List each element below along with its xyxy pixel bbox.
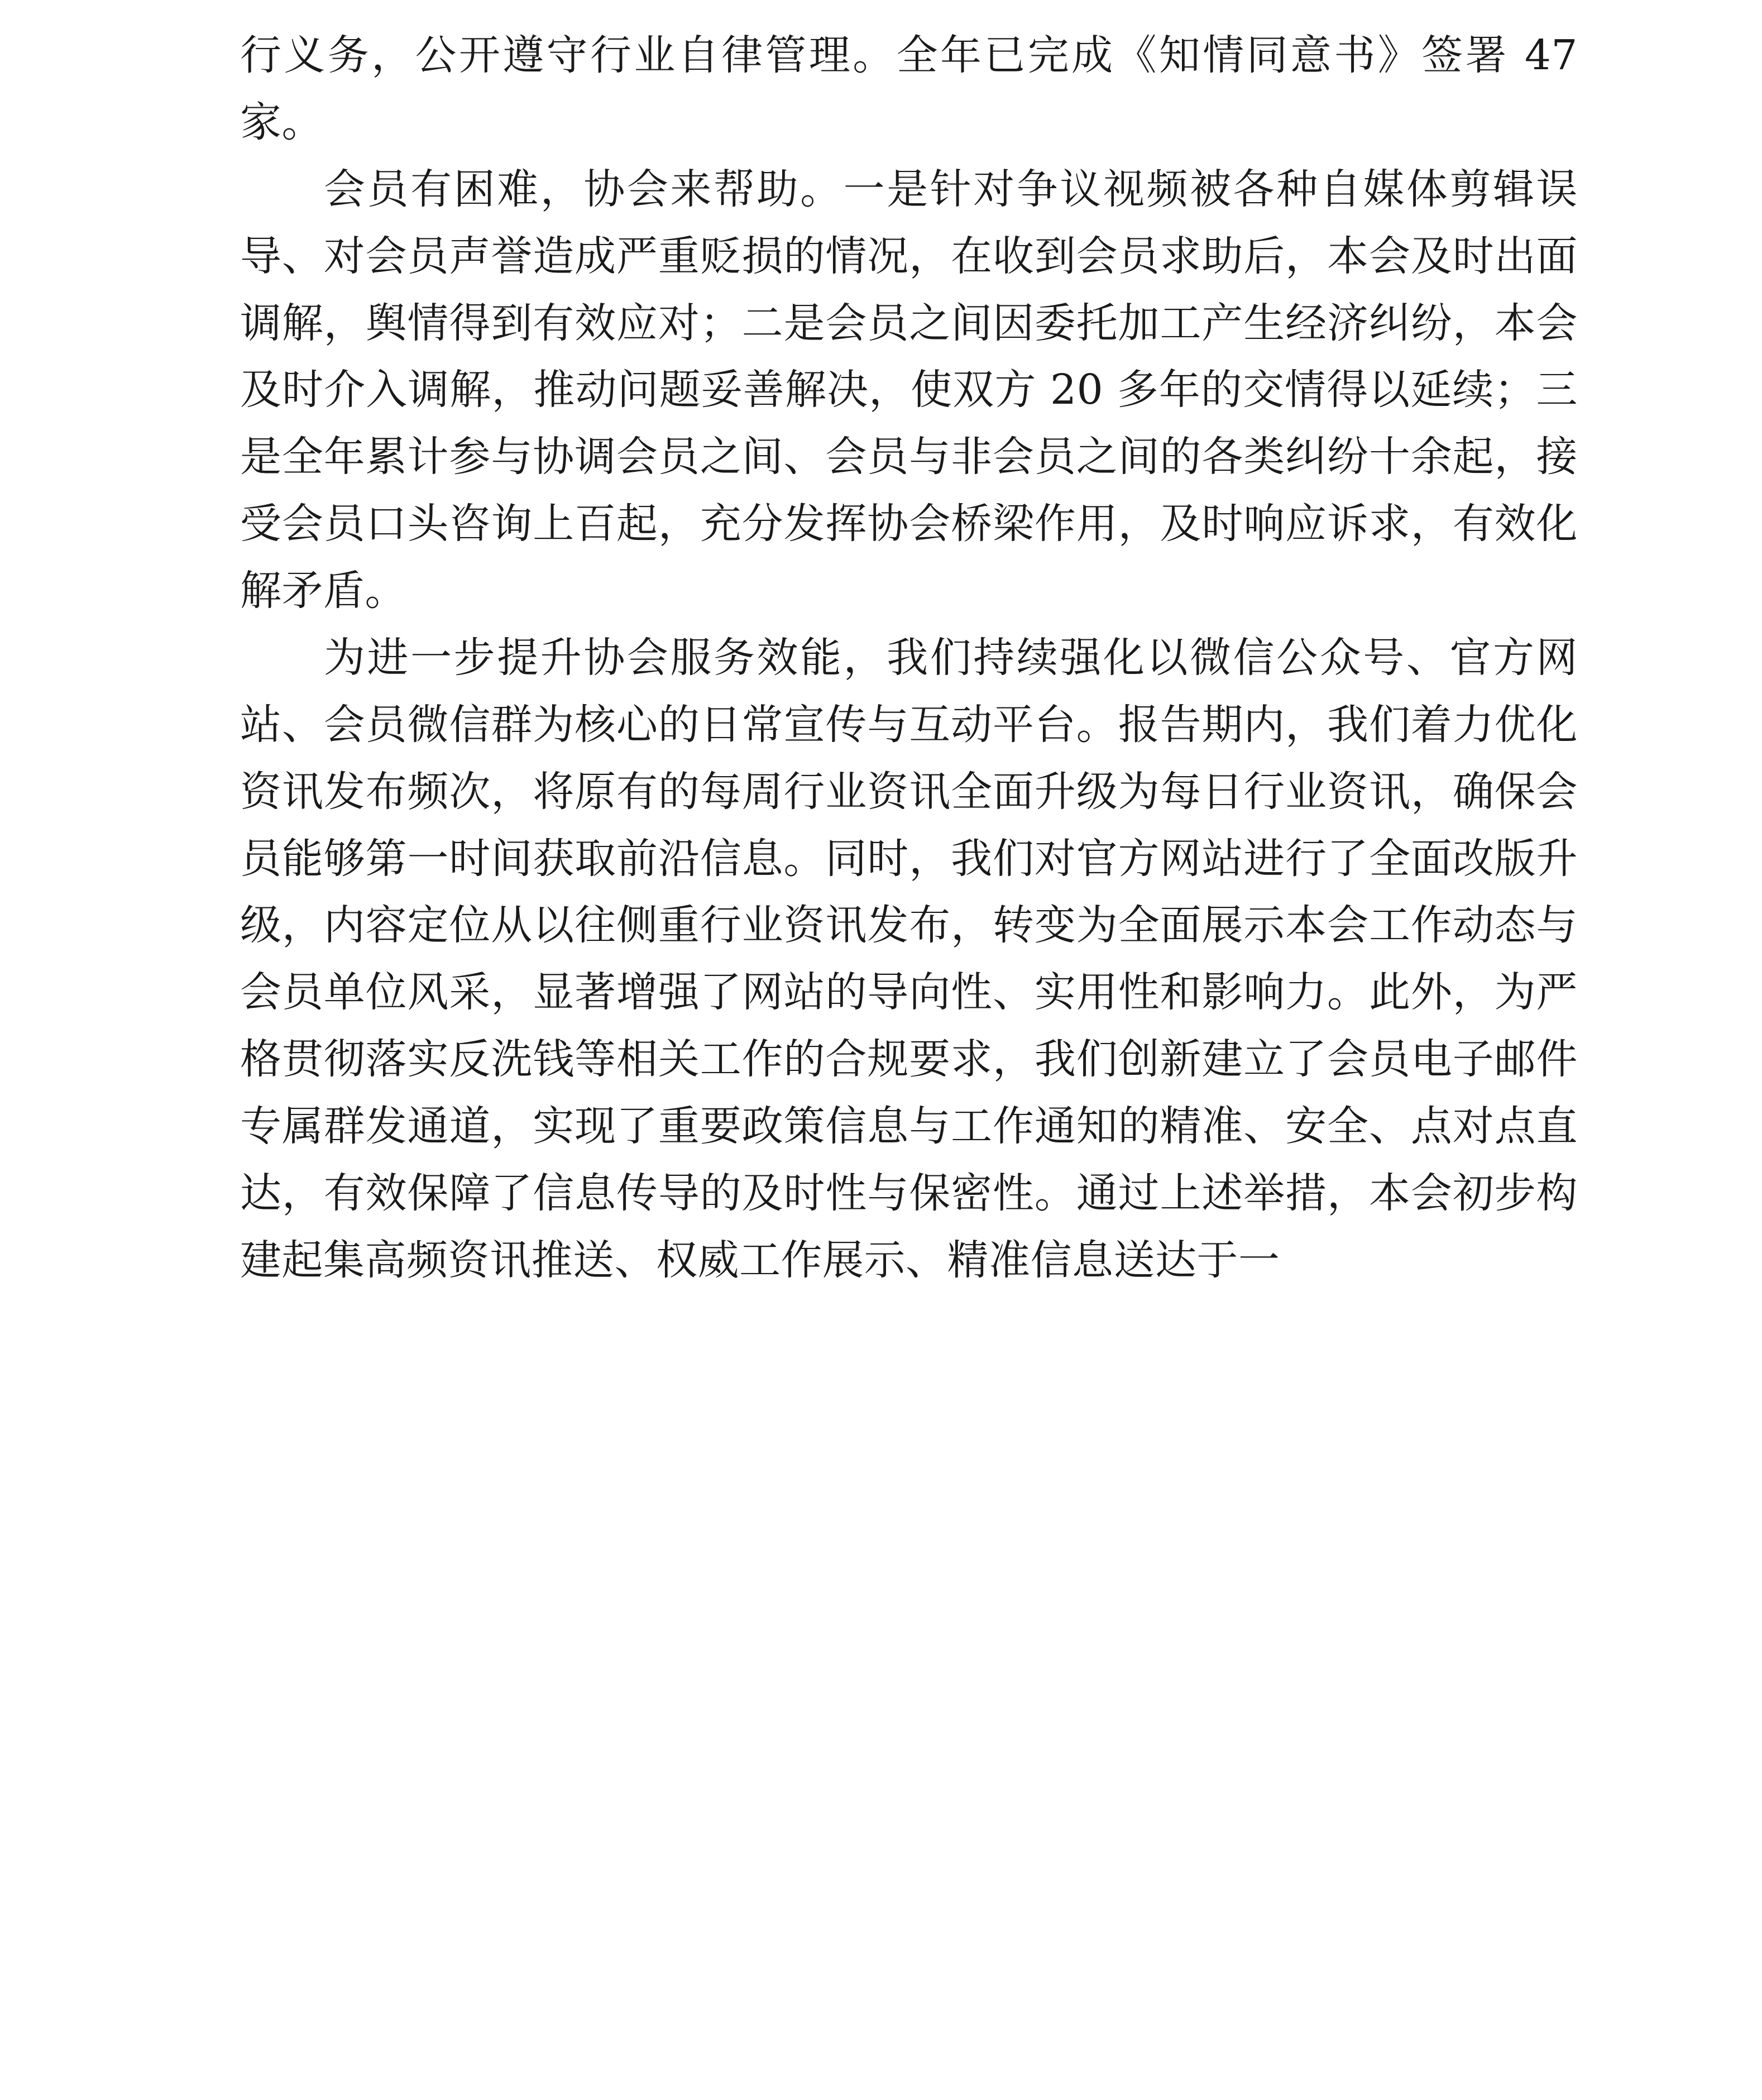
paragraph-member-help: 会员有困难，协会来帮助。一是针对争议视频被各种自媒体剪辑误导、对会员声誉造成严重贬损的情况，在收到会员求助后，本会及时出面调解，舆情得到有效应对；二是会员之间因委托加工产生经济纠纷，本会及时介入调解，推动问题妥善解决，使双方 20 多年的交情得以延续；三是全年累计参与协调会员之间、会员与非会员之间的各类纠纷十余起，接受会员口头咨询上百起，充分发挥协会桥梁作用，及时响应诉求，有效化解矛盾。	[240, 165, 1578, 615]
paragraph-continued: 行义务，公开遵守行业自律管理。全年已完成《知情同意书》签署 47 家。	[240, 31, 1578, 146]
document-body	[240, 22, 1578, 1294]
paragraph-service-upgrade: 为进一步提升协会服务效能，我们持续强化以微信公众号、官方网站、会员微信群为核心的日常宣传与互动平台。报告期内，我们着力优化资讯发布频次，将原有的每周行业资讯全面升级为每日行业资讯，确保会员能够第一时间获取前沿信息。同时，我们对官方网站进行了全面改版升级，内容定位从以往侧重行业资讯发布，转变为全面展示本会工作动态与会员单位风采，显著增强了网站的导向性、实用性和影响力。此外，为严格贯彻落实反洗钱等相关工作的合规要求，我们创新建立了会员电子邮件专属群发通道，实现了重要政策信息与工作通知的精准、安全、点对点直达，有效保障了信息传导的及时性与保密性。通过上述举措，本会初步构建起集高频资讯推送、权威工作展示、精准信息送达于一	[240, 633, 1578, 1284]
